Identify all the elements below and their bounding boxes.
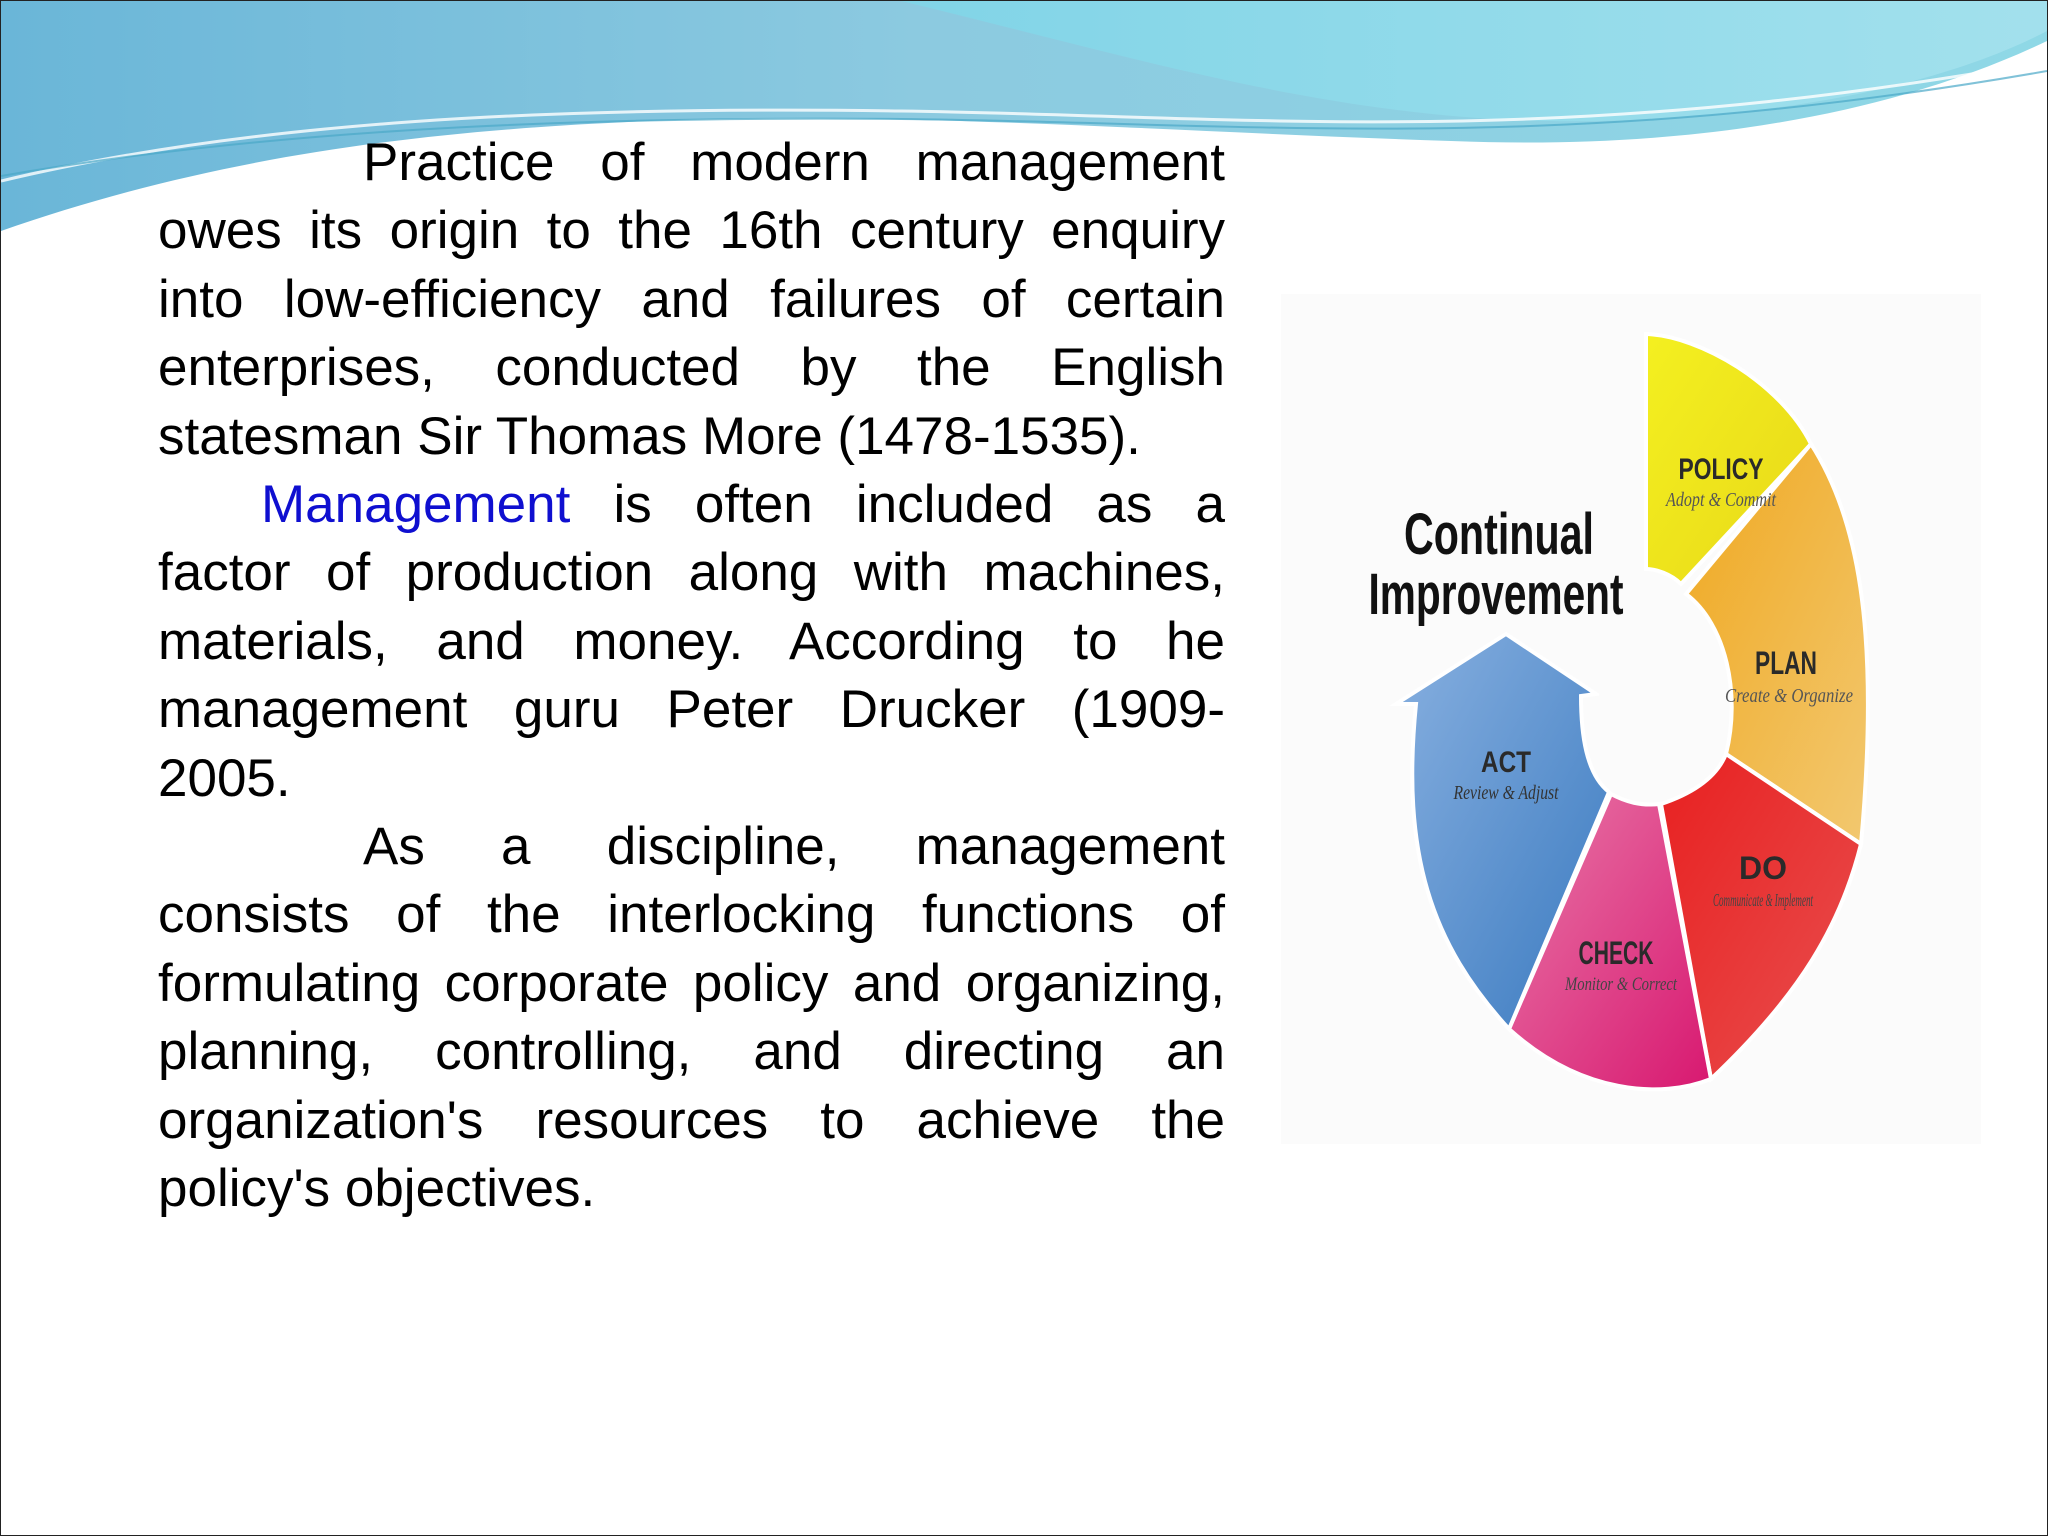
paragraph-discipline — [158, 813, 1225, 1223]
wheel-center — [1599, 647, 1703, 751]
graphic-title-line2: Improvement — [1368, 562, 1624, 627]
body-text — [158, 129, 1225, 1224]
management-link[interactable]: Management — [261, 475, 571, 535]
paragraph-origin — [158, 129, 1225, 471]
paragraph-origin-text: Practice of modern management owes its origin to the 16th century enquiry into low-efficiency and failures of certain enterprises, conducted by the English statesman Sir Thomas More (1478-1535). — [158, 133, 1225, 466]
act-sublabel: Review & Adjust — [1452, 782, 1559, 804]
paragraph-factor — [158, 471, 1225, 813]
act-label: ACT — [1481, 746, 1531, 779]
do-label: DO — [1739, 850, 1787, 886]
policy-label: POLICY — [1678, 453, 1764, 486]
continual-improvement-graphic — [1281, 294, 1981, 1144]
plan-label: PLAN — [1755, 645, 1817, 681]
check-label: CHECK — [1578, 935, 1654, 971]
graphic-title-line1: Continual — [1404, 502, 1594, 567]
do-sublabel: Communicate & Implement — [1713, 890, 1814, 910]
policy-sublabel: Adopt & Commit — [1664, 489, 1777, 511]
paragraph-discipline-text: As a discipline, management consists of the interlocking functions of formulating corporate policy and organizing, planning, controlling, and directing an organization's resources to achieve the policy's objectives. — [158, 817, 1225, 1219]
continual-improvement-wheel — [1281, 294, 1981, 1144]
plan-sublabel: Create & Organize — [1725, 685, 1854, 707]
check-sublabel: Monitor & Correct — [1564, 974, 1678, 995]
paragraph-factor-text: is often included as a factor of production along with machines, materials, and money. According to he management guru Peter Drucker (1909-2005. — [158, 475, 1225, 808]
